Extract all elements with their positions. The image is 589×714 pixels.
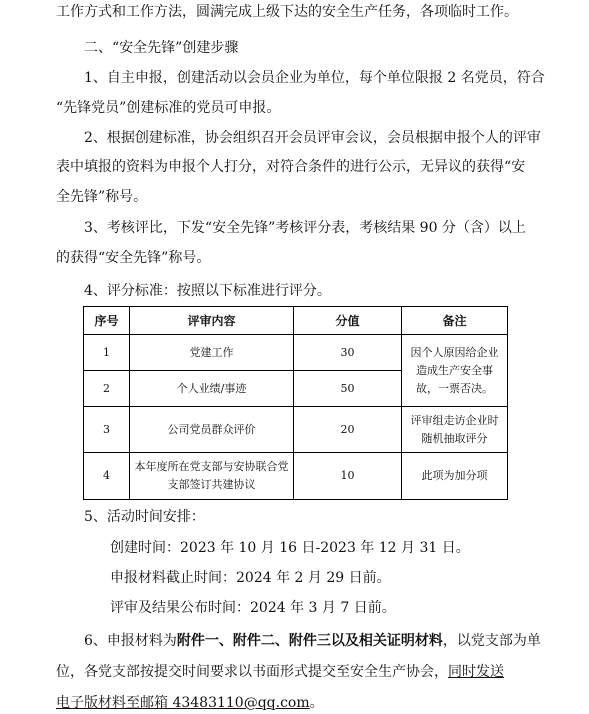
header-cell: 备注 [402,307,508,335]
header-cell: 序号 [84,307,130,335]
review-content: 公司党员群众评价 [130,407,294,453]
paragraph-line: 5、活动时间安排： [84,509,205,525]
table-header-row [84,307,508,335]
row-number: 3 [84,407,130,453]
paragraph-line [56,693,556,713]
score-value: 10 [294,453,402,500]
underlined-text: 同时发送 [448,664,504,680]
attachments-emphasis: 附件一、附件二、附件三以及相关证明材料 [176,633,443,649]
paragraph-line: 2、根据创建标准，协会组织召开会员评审会议，会员根据申报个人的评审 [84,130,541,146]
line-text: 。 [309,695,324,711]
row-note: 此项为加分项 [402,453,508,500]
review-content: 本年度所在党支部与安协联合党支部签订共建协议 [130,453,294,500]
score-value: 30 [294,335,402,371]
paragraph-line: 工作方式和工作方法，圆满完成上级下达的安全生产任务，各项临时工作。 [56,4,518,20]
section-heading: 二、“安全先锋”创建步骤 [84,40,239,56]
email-instruction: 电子版材料至邮箱 43483110@qq.com [56,695,310,711]
row-note: 评审组走访企业时随机抽取评分 [402,407,508,453]
paragraph-line: 3、考核评比，下发“安全先锋”考核评分表，考核结果 90 分（含）以上 [84,220,526,236]
row-number: 1 [84,335,130,371]
table-row [84,407,508,453]
review-content: 个人业绩/事迹 [130,371,294,407]
review-content: 党建工作 [130,335,294,371]
paragraph-line: “先锋党员”创建标准的党员可申报。 [56,100,281,116]
score-value: 20 [294,407,402,453]
paragraph-line [84,631,556,651]
scoring-table [83,306,508,500]
paragraph-line: 1、自主申报，创建活动以会员企业为单位，每个单位限报 2 名党员，符合 [84,70,545,86]
schedule-line: 评审及结果公布时间：2024 年 3 月 7 日前。 [110,600,396,616]
paragraph-line [56,662,556,682]
score-value: 50 [294,371,402,407]
paragraph-line: 表中填报的资料为申报个人打分，对符合条件的进行公示，无异议的获得“安 [56,159,526,175]
table-row [84,335,508,371]
line-text: 位，各党支部按提交时间要求以书面形式提交至安全生产协会， [56,664,448,680]
row-number: 2 [84,371,130,407]
line-text: 6、申报材料为 [84,633,177,649]
line-text: ，以党支部为单 [442,633,541,649]
header-cell: 评审内容 [130,307,294,335]
schedule-line: 创建时间：2023 年 10 月 16 日-2023 年 12 月 31 日。 [110,540,470,556]
paragraph-line: 4、评分标准：按照以下标准进行评分。 [84,283,331,299]
paragraph-line: 的获得“安全先锋”称号。 [56,250,211,266]
schedule-line: 申报材料截止时间：2024 年 2 月 29 日前。 [110,570,391,586]
paragraph-line: 全先锋”称号。 [56,189,148,205]
veto-note: 因个人原因给企业造成生产安全事故，一票否决。 [402,335,508,407]
header-cell: 分值 [294,307,402,335]
row-number: 4 [84,453,130,500]
table-row [84,453,508,500]
